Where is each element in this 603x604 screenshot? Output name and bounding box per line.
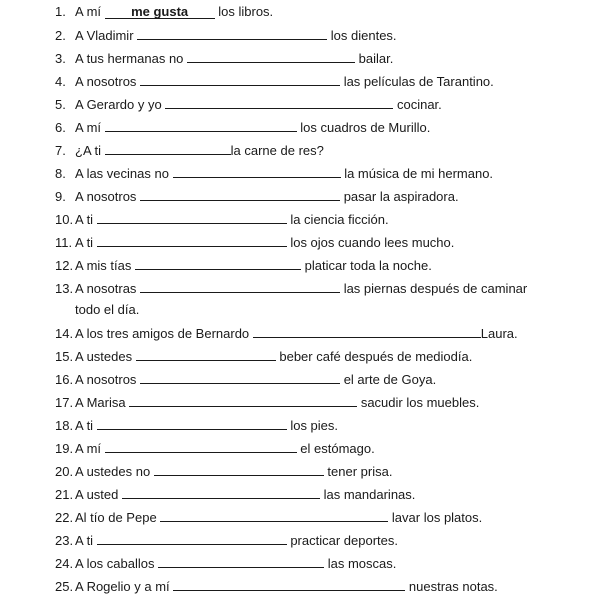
item-number: 19. — [55, 441, 74, 456]
item-number: 4. — [55, 74, 66, 89]
exercise-item — [55, 347, 472, 365]
item-suffix: Laura. — [480, 326, 518, 341]
answer-blank[interactable] — [105, 141, 231, 155]
answer-blank[interactable] — [165, 95, 393, 109]
item-suffix: cocinar. — [396, 97, 442, 112]
item-prefix: A los caballos — [75, 556, 155, 571]
answer-blank[interactable] — [136, 347, 276, 361]
item-suffix: las películas de Tarantino. — [343, 74, 494, 89]
item-number: 8. — [55, 166, 66, 181]
item-suffix: las mandarinas. — [323, 487, 416, 502]
item-number: 18. — [55, 418, 74, 433]
item-number: 9. — [55, 189, 66, 204]
exercise-item — [55, 554, 396, 572]
answer-blank[interactable] — [97, 233, 287, 247]
exercise-item — [55, 370, 436, 388]
answer-blank[interactable] — [97, 210, 287, 224]
answer-blank[interactable] — [154, 462, 324, 476]
exercise-item — [55, 577, 498, 595]
item-prefix: A nosotros — [75, 189, 137, 204]
item-number: 21. — [55, 487, 74, 502]
item-number: 23. — [55, 533, 74, 548]
item-number: 22. — [55, 510, 74, 525]
item-number: 5. — [55, 97, 66, 112]
item-suffix: las moscas. — [327, 556, 397, 571]
item-prefix: A las vecinas no — [75, 166, 169, 181]
item-number: 12. — [55, 258, 74, 273]
item-number: 11. — [55, 235, 73, 250]
exercise-item — [55, 187, 459, 205]
item-prefix: A Vladimir — [75, 28, 134, 43]
item-prefix: Al tío de Pepe — [75, 510, 157, 525]
item-prefix: A ti — [75, 212, 94, 227]
item-number: 7. — [55, 143, 66, 158]
item-suffix: practicar deportes. — [290, 533, 398, 548]
item-suffix: pasar la aspiradora. — [343, 189, 459, 204]
exercise-item — [55, 118, 430, 136]
item-number: 10. — [55, 212, 74, 227]
exercise-item — [55, 210, 389, 228]
exercise-item — [55, 508, 482, 526]
answer-blank[interactable] — [137, 26, 327, 40]
item-prefix: A mí — [75, 4, 102, 19]
answer-blank[interactable] — [97, 416, 287, 430]
item-prefix: A Gerardo y yo — [75, 97, 162, 112]
item-suffix: el arte de Goya. — [343, 372, 437, 387]
exercise-item — [55, 462, 392, 480]
item-prefix: A ustedes no — [75, 464, 151, 479]
item-prefix: A nosotros — [75, 74, 137, 89]
item-number: 25. — [55, 579, 74, 594]
answer-blank[interactable] — [105, 118, 297, 132]
answer-blank[interactable] — [135, 256, 301, 270]
exercise-item — [55, 233, 454, 251]
item-suffix: bailar. — [358, 51, 394, 66]
exercise-item — [55, 164, 493, 182]
item-prefix: A Rogelio y a mí — [75, 579, 170, 594]
item-number: 24. — [55, 556, 74, 571]
answer-blank[interactable] — [187, 49, 355, 63]
answer-blank[interactable] — [105, 439, 297, 453]
exercise-item — [55, 279, 527, 297]
item-prefix: A ti — [75, 235, 94, 250]
item-suffix: el estómago. — [300, 441, 375, 456]
item-prefix: A mis tías — [75, 258, 132, 273]
item-prefix: A ti — [75, 418, 94, 433]
item-number: 16. — [55, 372, 74, 387]
exercise-item — [55, 416, 338, 434]
exercise-item — [55, 72, 494, 90]
item-prefix: A los tres amigos de Bernardo — [75, 326, 250, 341]
exercise-item — [55, 324, 518, 342]
item-number: 1. — [55, 4, 66, 19]
exercise-item — [55, 49, 393, 67]
exercise-item — [55, 95, 442, 113]
item-prefix: A ti — [75, 533, 94, 548]
exercise-item — [55, 3, 273, 21]
answer-blank[interactable] — [160, 508, 388, 522]
item-number: 13. — [55, 281, 74, 296]
item-number: 14. — [55, 326, 74, 341]
answer-blank[interactable] — [158, 554, 324, 568]
answer-blank[interactable] — [129, 393, 357, 407]
item-prefix: A ustedes — [75, 349, 133, 364]
item-prefix: A nosotras — [75, 281, 137, 296]
item-number: 17. — [55, 395, 74, 410]
item-continuation: todo el día. — [75, 302, 140, 317]
exercise-item — [55, 393, 479, 411]
answer-blank[interactable] — [173, 164, 341, 178]
answer-blank[interactable] — [140, 187, 340, 201]
item-prefix: A nosotros — [75, 372, 137, 387]
item-prefix: A tus hermanas no — [75, 51, 184, 66]
item-number: 15. — [55, 349, 74, 364]
item-prefix: ¿A ti — [75, 143, 102, 158]
item-suffix: la ciencia ficción. — [290, 212, 389, 227]
answer-blank[interactable] — [122, 485, 320, 499]
item-prefix: A mí — [75, 441, 102, 456]
item-suffix: la música de mi hermano. — [344, 166, 494, 181]
item-suffix: los ojos cuando lees mucho. — [290, 235, 455, 250]
item-prefix: A usted — [75, 487, 119, 502]
item-prefix: A Marisa — [75, 395, 126, 410]
item-number: 20. — [55, 464, 74, 479]
answer-blank[interactable] — [140, 279, 340, 293]
item-suffix: los cuadros de Murillo. — [300, 120, 431, 135]
item-suffix: beber café después de mediodía. — [279, 349, 473, 364]
item-suffix: nuestras notas. — [408, 579, 498, 594]
item-suffix: tener prisa. — [327, 464, 393, 479]
answer-blank[interactable] — [97, 531, 287, 545]
item-suffix: las piernas después de caminar — [343, 281, 528, 296]
answer-blank[interactable] — [253, 324, 481, 338]
item-suffix: los dientes. — [330, 28, 397, 43]
answer-blank[interactable] — [140, 370, 340, 384]
exercise-item — [55, 256, 432, 274]
item-suffix: platicar toda la noche. — [304, 258, 432, 273]
item-number: 3. — [55, 51, 66, 66]
item-suffix: la carne de res? — [230, 143, 324, 158]
exercise-item — [55, 141, 324, 159]
answer-blank[interactable]: me gusta — [105, 5, 215, 19]
exercise-item — [55, 439, 375, 457]
exercise-item — [55, 485, 415, 503]
item-number: 2. — [55, 28, 66, 43]
item-number: 6. — [55, 120, 66, 135]
item-suffix: los pies. — [290, 418, 339, 433]
item-suffix: lavar los platos. — [391, 510, 483, 525]
exercise-item — [55, 26, 397, 44]
answer-blank[interactable] — [173, 577, 405, 591]
exercise-item — [55, 531, 398, 549]
item-suffix: los libros. — [218, 4, 274, 19]
answer-blank[interactable] — [140, 72, 340, 86]
item-suffix: sacudir los muebles. — [360, 395, 480, 410]
item-prefix: A mí — [75, 120, 102, 135]
